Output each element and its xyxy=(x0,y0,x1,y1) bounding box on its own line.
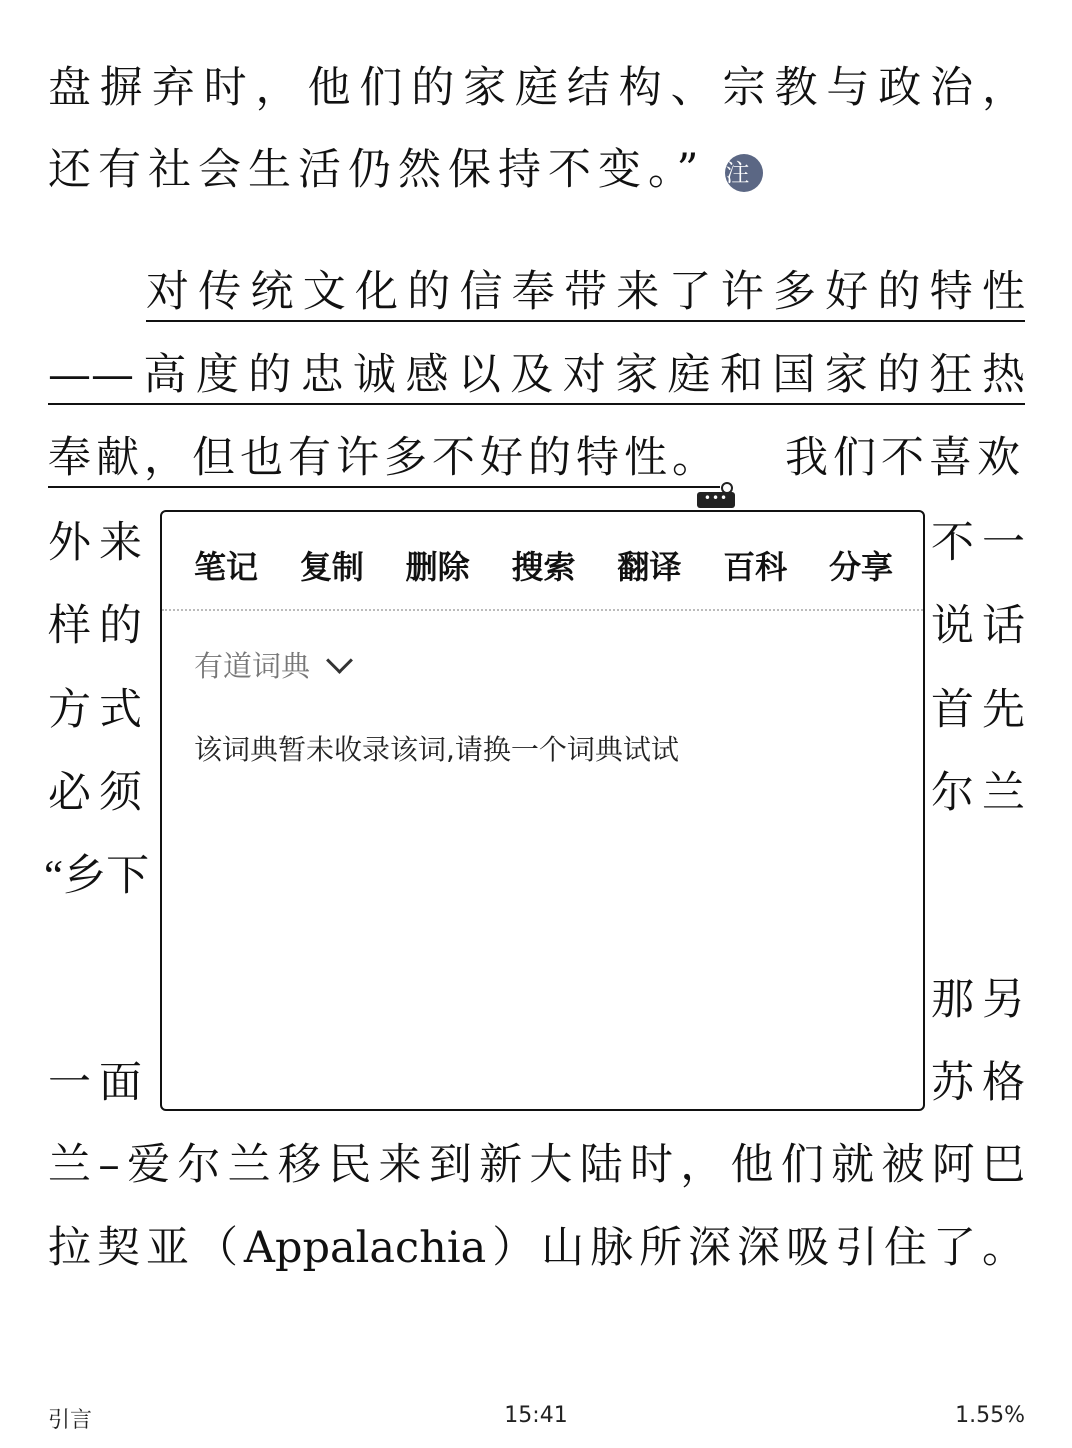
text-fragment: 一面 xyxy=(48,1058,150,1108)
dictionary-selector[interactable] xyxy=(194,644,349,685)
text-fragment: 必须 xyxy=(48,768,150,818)
highlighted-text-line[interactable]: ——高度的忠诚感以及对家庭和国家的狂热 xyxy=(48,347,1025,405)
text-line: 拉契亚（Appalachia）山脉所深深吸引住了。 xyxy=(48,1223,1025,1273)
reading-progress: 1.55% xyxy=(955,1403,1025,1428)
dictionary-message: 该词典暂未收录该词,请换一个词典试试 xyxy=(194,733,679,766)
highlighted-text-line[interactable]: 奉献，但也有许多不好的特性。 xyxy=(48,430,720,488)
text-fragment: 那另 xyxy=(931,975,1033,1025)
chevron-down-icon xyxy=(326,647,353,674)
text-fragment: 首先 xyxy=(931,685,1033,735)
text-fragment: 说话 xyxy=(931,601,1033,651)
text-fragment: 不一 xyxy=(931,518,1033,568)
divider xyxy=(162,609,923,611)
text-fragment: 我们不喜欢 xyxy=(785,433,1025,483)
encyclopedia-button[interactable]: 百科 xyxy=(723,548,788,586)
clock: 15:41 xyxy=(504,1403,568,1428)
text-fragment: 样的 xyxy=(48,601,150,651)
share-button[interactable]: 分享 xyxy=(828,548,893,586)
copy-button[interactable]: 复制 xyxy=(299,548,364,586)
search-button[interactable]: 搜索 xyxy=(511,548,576,586)
text-fragment: 尔兰 xyxy=(931,768,1033,818)
selection-menu xyxy=(194,542,893,588)
highlighted-text-line[interactable]: 对传统文化的信奉带来了许多好的特性 xyxy=(146,264,1025,322)
delete-button[interactable]: 删除 xyxy=(405,548,470,586)
footnote-icon[interactable]: 注 xyxy=(725,154,763,192)
text-fragment: “乡下 xyxy=(44,853,150,900)
chapter-title: 引言 xyxy=(48,1408,93,1433)
text-fragment: 方式 xyxy=(48,685,150,735)
text-line: 兰–爱尔兰移民来到新大陆时，他们就被阿巴 xyxy=(48,1140,1025,1190)
text-line: 盘摒弃时，他们的家庭结构、宗教与政治， xyxy=(48,63,1025,113)
translate-button[interactable]: 翻译 xyxy=(617,548,682,586)
text-fragment: 外来 xyxy=(48,518,150,568)
text-line-content: 还有社会生活仍然保持不变。” xyxy=(48,145,706,195)
selection-handle[interactable]: ••• xyxy=(697,492,735,508)
note-button[interactable]: 笔记 xyxy=(194,548,259,586)
text-line xyxy=(48,430,1025,488)
text-fragment: 苏格 xyxy=(931,1058,1033,1108)
dictionary-name: 有道词典 xyxy=(194,649,311,683)
text-line xyxy=(48,142,1025,198)
selection-popup xyxy=(160,510,925,1111)
